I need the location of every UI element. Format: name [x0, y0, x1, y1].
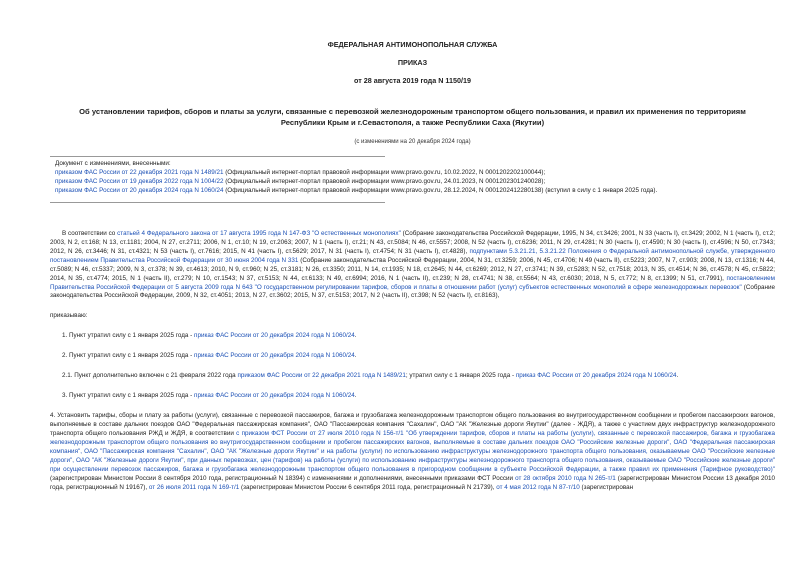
item-link[interactable]: приказ ФАС России от 20 декабря 2024 года N 1060/24: [194, 332, 355, 340]
item-text: 2. Пункт утратил силу с 1 января 2025 года -: [62, 352, 195, 360]
separator-top: [50, 156, 385, 157]
item-link[interactable]: приказ ФАС России от 20 декабря 2024 года N 1060/24: [515, 372, 677, 380]
amendments-list: [50, 160, 775, 196]
order-item: [50, 392, 775, 401]
item-tail: .: [354, 332, 357, 340]
item-text: 4. Установить тарифы, сборы и плату за работы (услуги), связанные с перевозкой пассажиров, багажа и грузобагажа железнодорожным транспортом общего пользования во внутригосударственном сообщении и пробегом пассажирских вагонов, выполняемые в составе дальних поездов ОАО "Федеральная пассажирская компания", ОАО "Пассажирская компания "Сахалин", ОАО "АК "Железные дороги Якутии" (далее - ЖДЯ), а также с участием двух инфраструктур железнодорожного транспорта общего пользования РЖД и ЖДЯ, в соответствии: [50, 412, 775, 437]
amend-order-link[interactable]: от 26 июля 2011 года N 169-т/1: [148, 483, 240, 491]
item-text: (зарегистрирован Министом России 8 сентября 2010 года, регистрационный N 18394) с изменениями и дополнениями, внесенными приказами ФСТ России: [50, 474, 516, 482]
amendment-source: (Официальный интернет-портал правовой информации www.pravo.gov.ru, 10.02.2022, N 0001202202100044);: [223, 169, 546, 177]
item-text: (зарегистрирован Министом России 13 декабря 2010 года, регистрационный N 19167),: [50, 474, 776, 491]
item-link[interactable]: приказ ФАС России от 20 декабря 2024 года N 1060/24: [194, 352, 355, 360]
doc-title: Об установлении тарифов, сборов и платы за услуги, связанные с перевозкой железнодорожным транспортом общего пользования, и правил их применения по территориям Республики Крым и г.Севастополя, а также Республики Саха (Якутии): [79, 106, 746, 127]
item-text: ; утратил силу с 1 января 2025 года -: [405, 372, 516, 380]
ordered-heading: приказываю:: [50, 312, 88, 320]
item-link[interactable]: приказ ФАС России от 20 декабря 2024 года N 1060/24: [194, 392, 355, 400]
amendment-item: [55, 169, 775, 178]
item-text: (зарегистрирован: [579, 483, 634, 491]
amendment-link[interactable]: приказом ФАС России от 19 декабря 2022 года N 1004/22: [55, 178, 224, 186]
amend-order-link[interactable]: от 4 мая 2012 года N 87-т/10: [496, 483, 580, 491]
amendment-link[interactable]: приказом ФАС России от 22 декабря 2021 года N 1489/21: [55, 169, 224, 177]
tariff-order-link[interactable]: с приказом ФСТ России от 27 июля 2010 года N 156-т/1 "Об утверждении тарифов, сборов и платы на работы (услуги), связанные с перевозкой пассажиров, багажа и грузобагажа железнодорожным транспортом общего пользования во внутригосударственном сообщении и пробегом пассажирских вагонов, выполняемые в составе дальних поездов ОАО "Российские железные дороги", ОАО "Федеральная пассажирская компания", ОАО "Пассажирская компания "Сахалин", ОАО "АК "Железные дороги Якутии" и на работы (услуги) по использованию инфраструктуры железнодорожного транспорта общего пользования, оказываемые ОАО "Российские железные дороги", ОАО "АК "Железные дороги Якутии", при данных перевозках, цен (тарифов) на работы (услуги) по использованию инфраструктуры железнодорожного транспорта общего пользования, оказываемые ОАО "Российские железные дороги" при осуществлении перевозок пассажиров, багажа и грузобагажа железнодорожным транспортом общего пользования в пригородном сообщении в субъекте Российской Федерации, а также правил их применения (Тарифное руководство)": [50, 429, 776, 473]
doc-date-number: от 28 августа 2019 года N 1150/19: [354, 76, 471, 86]
preamble-paragraph: [50, 230, 775, 302]
order-item: [50, 352, 775, 361]
amendment-link[interactable]: приказом ФАС России от 20 декабря 2024 года N 1060/24: [55, 186, 224, 194]
document-body: [50, 230, 775, 493]
amendments-intro: Документ с изменениями, внесенными:: [55, 160, 171, 168]
resolution-link[interactable]: постановлением Правительства Российской Федерации от 5 августа 2009 года N 643 "О государственном регулировании тарифов, сборов и платы в отношении работ (услуг) субъектов естественных монополий в сфере железнодорожных перевозок": [50, 274, 775, 291]
amendment-item: [55, 187, 775, 196]
amendment-source: (Официальный интернет-портал правовой информации www.pravo.gov.ru, 28.12.2024, N 0001202412280138) (вступил в силу с 1 января 2025 года).: [223, 186, 658, 194]
amendment-item: [55, 178, 775, 187]
item-tail: .: [354, 392, 357, 400]
preamble-text: (Собрание законодательства Российской Федерации, 1995, N 34, ст.3426; 2001, N 33 (часть I), ст.3429; 2002, N 1 (часть I), ст.2; 2003, N 2, ст.168; N 13, ст.1181; 2004, N 27, ст.2711; 2006, N 1, ст.10; N 19, ст.2063; 2007, N 1 (часть I), ст.21; N 43, ст.5084; N 46, ст.5557; 2008, N 52 (часть I), ст.6236; 2011, N 29, ст.4281; N 30 (часть I), ст.4590; N 30 (часть I), ст.4596; N 50, ст.7343; 2012, N 26, ст.3446; N 31, ст.4321; N 53 (часть I), ст.7616; 2015, N 41 (часть I), ст.5629; 2017, N 31 (часть I), ст.4754; N 31 (часть I), ст.4828),: [50, 229, 776, 255]
item-link[interactable]: приказом ФАС России от 22 декабря 2021 года N 1489/21: [237, 372, 406, 380]
order-item-4: [50, 412, 775, 492]
agency-name: ФЕДЕРАЛЬНАЯ АНТИМОНОПОЛЬНАЯ СЛУЖБА: [327, 40, 498, 49]
item-text: 1. Пункт утратил силу с 1 января 2025 года -: [62, 332, 195, 340]
item-text: (зарегистрирован Министом России 6 сентября 2011 года, регистрационный N 21739),: [239, 483, 497, 491]
changes-note: (с изменениями на 20 декабря 2024 года): [354, 138, 471, 145]
separator-bottom: [50, 202, 385, 203]
preamble-text: (Собрание законодательства Российской Федерации, 2004, N 31, ст.3259; 2006, N 45, ст.4706; N 49 (часть II), ст.5223; 2007, N 7, ст.903; 2008, N 13, ст.1316; N 44, ст.5089; N 46, ст.5337; 2009, N 3, ст.378; N 39, ст.4613; 2010, N 9, ст.960; N 25, ст.3181; N 26, ст.3350; 2011, N 14, ст.1935; N 18, ст.2645; N 44, ст.6269; 2012, N 27, ст.3741; N 39, ст.5283; N 52, ст.7518; 2013, N 35, ст.4514; N 36, ст.4578; N 45, ст.5822; 2014, N 35, ст.4774; 2015, N 1 (часть II), ст.279; N 10, ст.1543; N 37, ст.5153; N 44, ст.6133; N 49, ст.6994; 2016, N 1 (часть II), ст.239; N 28, ст.4741; N 38, ст.5564; N 43, ст.6030; 2018, N 5, ст.772; N 8, ст.1399; N 51, ст.7991),: [50, 256, 775, 282]
order-item: [50, 372, 775, 381]
amendment-source: (Официальный интернет-портал правовой информации www.pravo.gov.ru, 24.01.2023, N 0001202301240028);: [223, 178, 546, 186]
law-link[interactable]: статьей 4 Федерального закона от 17 августа 1995 года N 147-ФЗ "О естественных монополиях": [117, 229, 401, 237]
item-text: 2.1. Пункт дополнительно включен с 21 февраля 2022 года: [62, 372, 238, 380]
item-tail: .: [354, 352, 357, 360]
preamble-text: (Собрание законодательства Российской Федерации, 2009, N 32, ст.4051; 2013, N 27, ст.3602; 2015, N 37, ст.5153; 2017, N 2 (часть II), ст.398; N 52 (часть I), ст.8163),: [50, 283, 775, 300]
regulation-link[interactable]: подпунктами 5.3.21.21, 5.3.21.22 Положения о Федеральной антимонопольной службе, утвержденного постановлением Правительства Российской Федерации от 30 июня 2004 года N 331: [50, 247, 775, 264]
item-tail: .: [676, 372, 679, 380]
preamble-text: В соответствии со: [62, 229, 118, 237]
order-item: [50, 332, 775, 341]
amend-order-link[interactable]: от 28 октября 2010 года N 265-т/1: [515, 474, 616, 482]
doc-type: ПРИКАЗ: [397, 58, 428, 68]
item-text: 3. Пункт утратил силу с 1 января 2025 года -: [62, 392, 195, 400]
